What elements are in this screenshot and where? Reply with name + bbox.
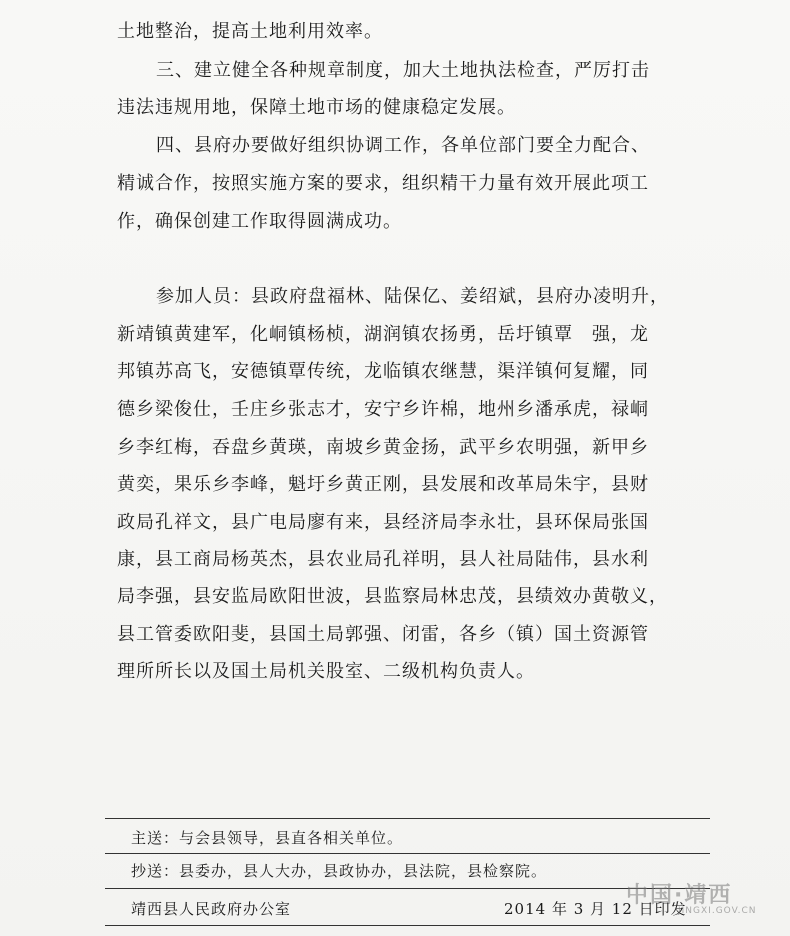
footer-rule-middle — [105, 853, 710, 854]
footer-rule-lower — [105, 888, 710, 889]
site-watermark — [626, 878, 776, 926]
main-send-line: 主送：与会县领导，县直各相关单位。 — [131, 829, 404, 847]
participants-line-11: 理所所长以及国土局机关股室、二级机构负责人。 — [117, 661, 535, 682]
body-line-4: 四、县府办要做好组织协调工作，各单位部门要全力配合、 — [156, 135, 650, 156]
issue-date: 2014 年 3 月 12 日印发 — [504, 900, 687, 918]
participants-line-6: 黄奕，果乐乡李峰，魁圩乡黄正刚，县发展和改革局朱宇，县财 — [117, 474, 649, 495]
participants-line-5: 乡李红梅，吞盘乡黄瑛，南坡乡黄金扬，武平乡农明强，新甲乡 — [117, 437, 649, 458]
body-line-5: 精诚合作，按照实施方案的要求，组织精干力量有效开展此项工 — [117, 173, 649, 194]
participants-line-7: 政局孔祥文，县广电局廖有来，县经济局李永壮，县环保局张国 — [117, 512, 649, 533]
watermark-title: 中国·靖西 — [626, 883, 733, 908]
participants-line-8: 康，县工商局杨英杰，县农业局孔祥明，县人社局陆伟，县水利 — [117, 549, 649, 570]
watermark-url: JINGXI.GOV.CN — [678, 906, 757, 916]
footer-rule-top — [105, 818, 710, 819]
participants-line-3: 邦镇苏高飞，安德镇覃传统，龙临镇农继慧，渠洋镇何复耀，同 — [117, 361, 649, 382]
participants-line-1: 参加人员：县政府盘福林、陆保亿、姜绍斌，县府办凌明升， — [156, 286, 669, 307]
body-line-6: 作，确保创建工作取得圆满成功。 — [117, 211, 402, 232]
participants-line-9: 局李强，县安监局欧阳世波，县监察局林忠茂，县绩效办黄敬义， — [117, 586, 668, 607]
footer-rule-bottom — [105, 925, 710, 926]
participants-line-4: 德乡梁俊仕，壬庄乡张志才，安宁乡许棉，地州乡潘承虎，禄峒 — [117, 399, 649, 420]
body-line-3: 违法违规用地，保障土地市场的健康稳定发展。 — [117, 97, 516, 118]
participants-line-2: 新靖镇黄建军，化峒镇杨桢，湖润镇农扬勇，岳圩镇覃 强，龙 — [117, 324, 649, 345]
issuer-name: 靖西县人民政府办公室 — [131, 900, 292, 918]
participants-line-10: 县工管委欧阳斐，县国土局郭强、闭雷，各乡（镇）国土资源管 — [117, 624, 649, 645]
body-line-2: 三、建立健全各种规章制度，加大土地执法检查，严厉打击 — [156, 60, 650, 81]
cc-send-line: 抄送：县委办，县人大办，县政协办，县法院，县检察院。 — [131, 862, 548, 880]
body-line-1: 土地整治，提高土地利用效率。 — [117, 21, 383, 42]
